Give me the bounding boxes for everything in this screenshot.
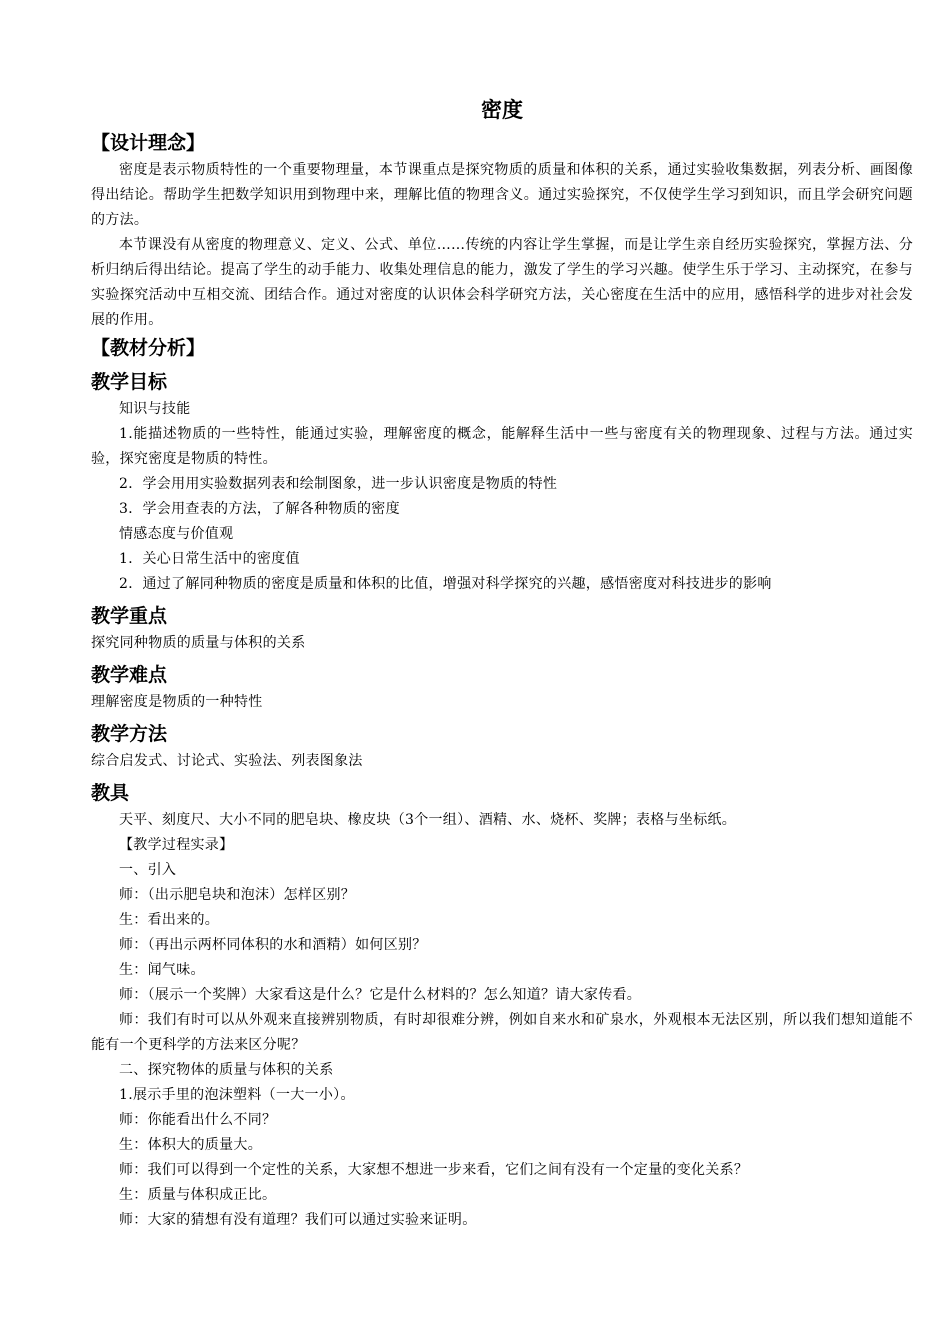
document-body xyxy=(91,92,913,1233)
knowledge-skills-heading: 知识与技能 xyxy=(119,401,191,417)
process-line-7: 二、探究物体的质量与体积的关系 xyxy=(119,1062,334,1078)
knowledge-item-3: 3．学会用查表的方法，了解各种物质的密度 xyxy=(119,501,400,517)
material-analysis-heading: 【教材分析】 xyxy=(91,337,206,359)
key-point-text: 探究同种物质的质量与体积的关系 xyxy=(91,635,306,651)
process-line-9: 师：你能看出什么不同？ xyxy=(119,1112,277,1128)
process-line-11: 师：我们可以得到一个定性的关系，大家想不想进一步来看，它们之间有没有一个定量的变化关系？ xyxy=(119,1162,749,1178)
design-concept-heading: 【设计理念】 xyxy=(91,132,206,154)
process-line-3: 生：看出来的。 xyxy=(119,912,220,928)
emotion-item-1: 1．关心日常生活中的密度值 xyxy=(119,551,300,567)
difficulty-text: 理解密度是物质的一种特性 xyxy=(91,694,263,710)
method-heading: 教学方法 xyxy=(91,723,168,745)
difficulty-heading: 教学难点 xyxy=(91,664,168,686)
tools-text: 天平、刻度尺、大小不同的肥皂块、橡皮块（3个一组）、酒精、水、烧杯、奖牌；表格与坐标纸。 xyxy=(119,812,737,828)
process-line-13: 师：大家的猜想有没有道理？我们可以通过实验来证明。 xyxy=(119,1212,477,1228)
process-line-4: 师：（再出示两杯同体积的水和酒精）如何区别？ xyxy=(119,937,427,953)
process-line-12: 生：质量与体积成正比。 xyxy=(119,1187,277,1203)
process-heading: 【教学过程实录】 xyxy=(119,837,234,853)
process-line-8: 1.展示手里的泡沫塑料（一大一小）。 xyxy=(119,1087,355,1103)
process-line-5: 生：闻气味。 xyxy=(119,962,205,978)
method-text: 综合启发式、讨论式、实验法、列表图象法 xyxy=(91,753,363,769)
emotion-values-heading: 情感态度与价值观 xyxy=(119,526,234,542)
emotion-item-2: 2．通过了解同种物质的密度是质量和体积的比值，增强对科学探究的兴趣，感悟密度对科技进步的影响 xyxy=(119,576,772,592)
knowledge-item-2: 2．学会用用实验数据列表和绘制图象，进一步认识密度是物质的特性 xyxy=(119,476,558,492)
objectives-heading: 教学目标 xyxy=(91,371,168,393)
design-concept-paragraph-2: 本节课没有从密度的物理意义、定义、公式、单位……传统的内容让学生掌握，而是让学生亲自经历实验探究，掌握方法、分析归纳后得出结论。提高了学生的动手能力、收集处理信息的能力，激发了学生的学习兴趣。使学生乐于学习、主动探究，在参与实验探究活动中互相交流、团结合作。通过对密度的认识体会科学研究方法，关心密度在生活中的应用，感悟科学的进步对社会发展的作用。 xyxy=(91,237,913,328)
process-line-10: 生：体积大的质量大。 xyxy=(119,1137,262,1153)
page-title: 密度 xyxy=(481,98,523,122)
process-line-6: 师：（展示一个奖牌）大家看这是什么？它是什么材料的？怎么知道？请大家传看。 xyxy=(119,987,642,1003)
process-line-2: 师：（出示肥皂块和泡沫）怎样区别？ xyxy=(119,887,356,903)
tools-heading: 教具 xyxy=(91,782,130,804)
process-long-paragraph: 师：我们有时可以从外观来直接辨别物质，有时却很难分辨，例如自来水和矿泉水，外观根本无法区别，所以我们想知道能不能有一个更科学的方法来区分呢？ xyxy=(91,1012,913,1053)
design-concept-paragraph-1: 密度是表示物质特性的一个重要物理量，本节课重点是探究物质的质量和体积的关系，通过实验收集数据，列表分析、画图像得出结论。帮助学生把数学知识用到物理中来，理解比值的物理含义。通过实验探究，不仅使学生学习到知识，而且学会研究问题的方法。 xyxy=(91,162,913,228)
knowledge-item-1: 1.能描述物质的一些特性，能通过实验，理解密度的概念，能解释生活中一些与密度有关的物理现象、过程与方法。通过实验，探究密度是物质的特性。 xyxy=(91,426,913,467)
key-point-heading: 教学重点 xyxy=(91,605,168,627)
process-line-1: 一、引入 xyxy=(119,862,177,878)
